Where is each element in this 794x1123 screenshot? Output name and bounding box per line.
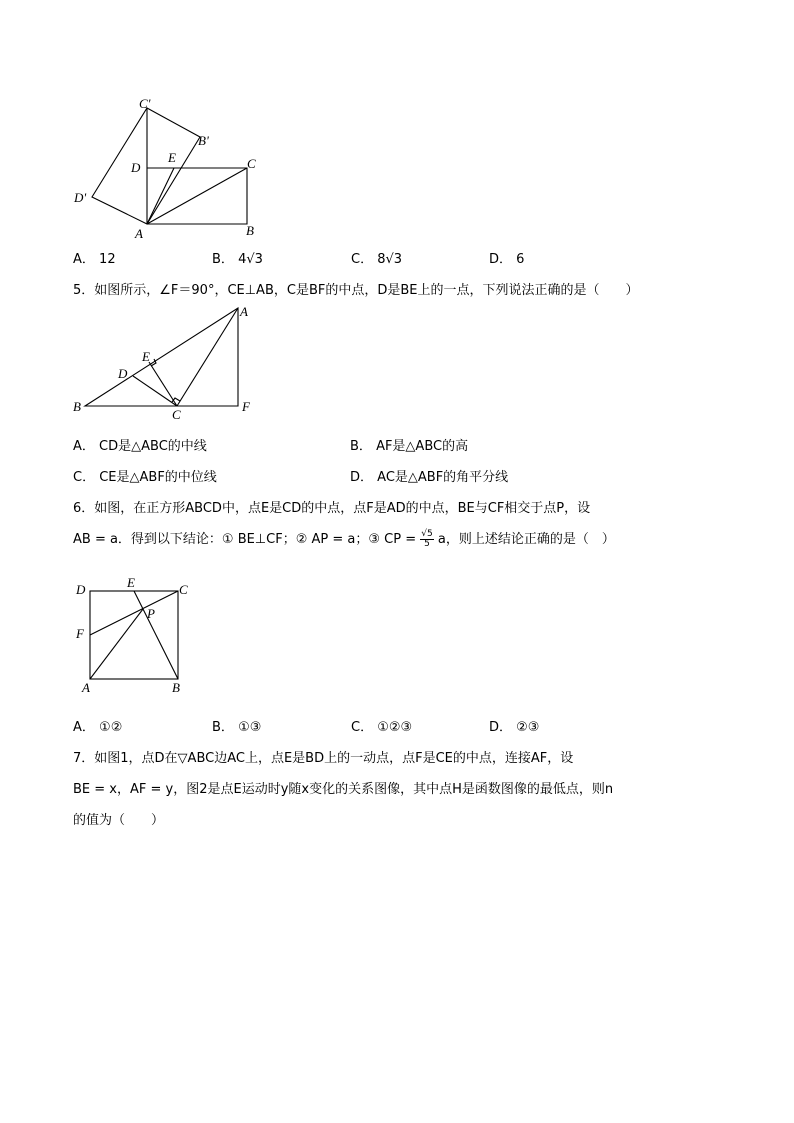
label-f: F [76,626,84,641]
q6-stem-line2: AB = a．得到以下结论：① BE⊥CF；② AP = a；③ CP = $\frac{√5}{5}$ a，则上述结论正确的是（ ） [73,529,615,549]
label-c: C [172,407,181,422]
label-a: A [82,680,90,695]
label-d-prime: D' [74,190,87,205]
segment-cf [90,591,178,635]
q7-line1: 7．如图1，点D在▽ABC边AC上，点E是BD上的一动点，点F是CE的中点，连接AF，设 [73,751,574,766]
square-abcd [90,591,178,679]
label-f: F [242,399,250,414]
segment-ae [147,168,174,224]
q5-option-b[interactable]: B． AF是△ABC的高 [350,439,469,454]
label-d: D [131,160,141,175]
label-a: A [240,304,248,319]
q4-option-a[interactable]: A． 12 [73,252,116,267]
label-e: E [142,349,150,364]
label-c: C [247,156,256,171]
label-b: B [246,223,254,238]
segment-ap [90,609,143,679]
segment-be [134,591,178,679]
label-c-prime: C' [139,96,151,111]
label-b-prime: B' [198,133,209,148]
label-a: A [135,226,143,241]
q6-option-c[interactable]: C． ①②③ [351,720,413,735]
q6-stem-line1: 6．如图，在正方形ABCD中，点E是CD的中点，点F是AD的中点，BE与CF相交于点P，设 [73,501,591,516]
q4-option-b[interactable]: B． 4√3 [212,252,263,267]
fraction: $\frac{√5}{5}$ [421,529,433,549]
segment-cd [133,376,177,406]
label-p: P [147,606,155,621]
q5-option-a[interactable]: A． CD是△ABC的中线 [73,439,207,454]
q4-option-d[interactable]: D． 6 [489,252,525,267]
q5-figure [60,300,280,425]
q6-option-b[interactable]: B． ①③ [212,720,262,735]
diagonal-ac [147,168,247,224]
q4-figure [60,92,290,242]
label-b: B [172,680,180,695]
q6-option-a[interactable]: A． ①② [73,720,123,735]
label-b: B [73,399,81,414]
q5-option-d[interactable]: D． AC是△ABF的角平分线 [350,470,509,485]
label-d: D [76,582,86,597]
q6-option-d[interactable]: D． ②③ [489,720,540,735]
q5-option-c[interactable]: C． CE是△ABF的中位线 [73,470,217,485]
q7-line2: BE = x，AF = y，图2是点E运动时y随x变化的关系图像，其中点H是函数图像的最低点，则n [73,782,614,797]
q5-stem: 5．如图所示，∠F＝90°，CE⊥AB，C是BF的中点，D是BE上的一点，下列说法正确的是（ ） [73,283,639,298]
segment-ce [149,362,177,406]
right-angle-mark-c [172,398,180,402]
q6-figure [70,575,210,700]
q4-option-c[interactable]: C． 8√3 [351,252,403,267]
triangle-abf [85,308,238,406]
label-e: E [127,575,135,590]
q7-line3: 的值为（ ） [73,813,165,828]
rotated-rectangle [92,108,200,224]
label-e: E [168,150,176,165]
label-c: C [179,582,188,597]
segment-ac [177,308,238,406]
label-d: D [118,366,128,381]
